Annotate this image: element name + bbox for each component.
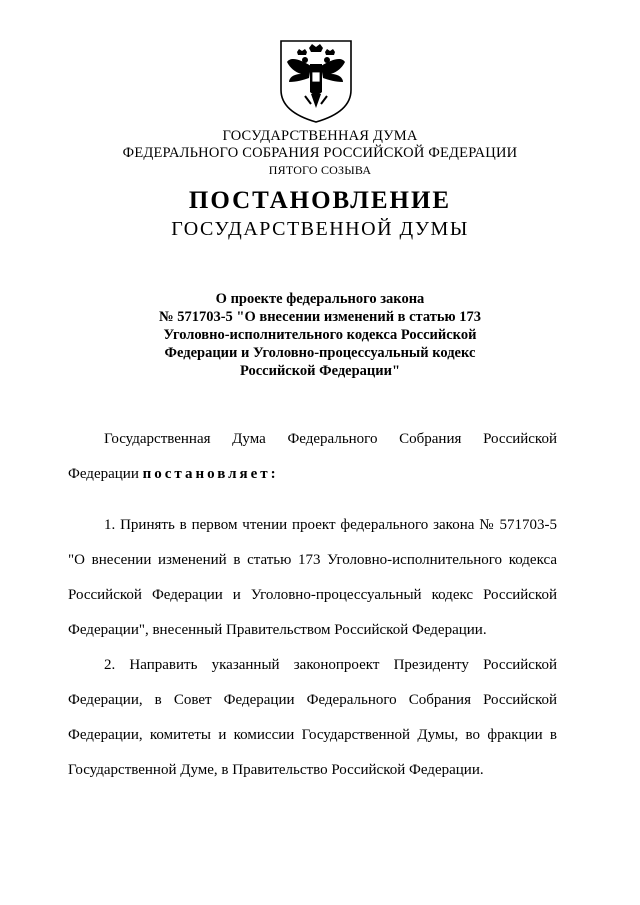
- subject-line: О проекте федерального закона: [215, 291, 425, 307]
- item-line: 2. Направить указанный законопроект Президенту Российской: [104, 657, 557, 673]
- resolves-keyword: постановляет:: [142, 466, 279, 482]
- preamble-paragraph: [68, 422, 557, 492]
- preamble-line: [68, 457, 557, 492]
- item-line: Государственной Думе, в Правительство Российской Федерации.: [68, 762, 484, 778]
- preamble-text: Федерации: [68, 466, 143, 482]
- document-subject: [0, 290, 640, 380]
- subject-line: Федерации и Уголовно-процессуальный кодекс: [164, 345, 476, 361]
- header-line-1: ГОСУДАРСТВЕННАЯ ДУМА: [222, 128, 418, 144]
- item-1-paragraph: [68, 508, 557, 648]
- item-line: 1. Принять в первом чтении проект федерального закона № 571703-5: [104, 517, 557, 533]
- coat-of-arms-emblem: [275, 38, 357, 124]
- item-2-paragraph: [68, 648, 557, 788]
- item-line: Российской Федерации и Уголовно-процессуальный кодекс Российской: [68, 587, 557, 603]
- item-line: "О внесении изменений в статью 173 Уголовно-исполнительного кодекса: [68, 552, 557, 568]
- subject-line: Российской Федерации": [239, 363, 401, 379]
- item-line: Федерации, в Совет Федерации Федерального Собрания Российской: [68, 692, 557, 708]
- subject-line: № 571703-5 "О внесении изменений в статью 173: [159, 309, 481, 325]
- document-issuer: ГОСУДАРСТВЕННОЙ ДУМЫ: [171, 218, 469, 240]
- item-line: Федерации, комитеты и комиссии Государственной Думы, во фракции в: [68, 727, 557, 743]
- preamble-line: Государственная Дума Федерального Собрания Российской: [104, 431, 557, 447]
- header-line-2: ФЕДЕРАЛЬНОГО СОБРАНИЯ РОССИЙСКОЙ ФЕДЕРАЦИИ: [122, 145, 518, 161]
- subject-line: Уголовно-исполнительного кодекса Российской: [163, 327, 477, 343]
- document-type-title: ПОСТАНОВЛЕНИЕ: [188, 187, 452, 214]
- item-line: Федерации", внесенный Правительством Российской Федерации.: [68, 622, 487, 638]
- header-line-3: ПЯТОГО СОЗЫВА: [268, 163, 372, 177]
